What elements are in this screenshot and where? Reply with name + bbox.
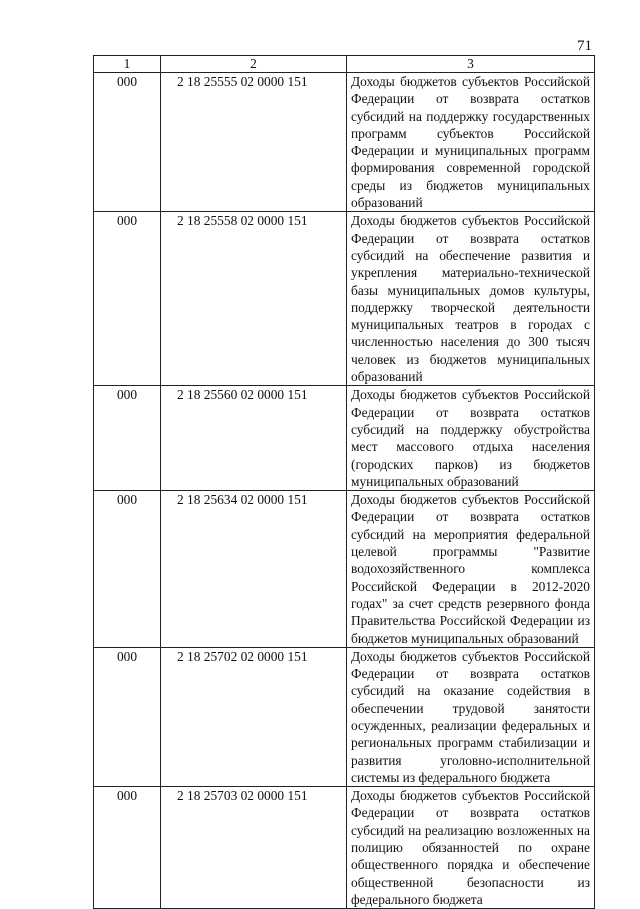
revenue-description-cell <box>347 787 595 909</box>
budget-classification-code-cell: 2 18 25555 02 0000 151 <box>161 73 347 212</box>
admin-code-cell: 000 <box>94 647 161 786</box>
description-line: на поддержку обустройства мест массового <box>351 421 590 455</box>
description-line: трудовой занятости осужденных, <box>351 700 590 733</box>
description-line: Федерации от возврата остатков субсидий <box>351 666 590 699</box>
budget-codes-table <box>93 55 595 909</box>
description-line: Федерации от возврата остатков субсидий <box>351 91 590 124</box>
description-line: на поддержку государственных программ <box>351 108 590 141</box>
table-row <box>94 647 595 786</box>
description-line: комплекса Российской Федерации в <box>351 561 590 594</box>
description-line: Доходы бюджетов субъектов Российской <box>351 492 590 508</box>
table-row <box>94 386 595 491</box>
description-line: Доходы бюджетов субъектов Российской <box>351 788 590 804</box>
budget-classification-code-cell: 2 18 25634 02 0000 151 <box>161 491 347 648</box>
revenue-description-cell <box>347 491 595 648</box>
description-line: на реализацию возложенных на полицию <box>351 822 590 856</box>
budget-classification-code-cell: 2 18 25560 02 0000 151 <box>161 386 347 491</box>
description-line: 300 тысяч человек из бюджетов <box>351 334 590 367</box>
admin-code-cell: 000 <box>94 212 161 386</box>
description-line: Доходы бюджетов субъектов Российской <box>351 648 590 664</box>
table-row <box>94 491 595 648</box>
description-line: Федерации от возврата остатков субсидий <box>351 230 590 263</box>
description-line: субъектов Российской Федерации и <box>351 125 590 159</box>
description-line: 2012-2020 годах" за счет средств <box>351 578 590 611</box>
description-line: на мероприятия федеральной целевой <box>351 526 590 560</box>
admin-code-cell: 000 <box>94 386 161 491</box>
description-line: муниципальных образований <box>411 630 579 646</box>
table-body <box>94 56 595 909</box>
description-line: Федерации от возврата остатков субсидий <box>351 509 590 542</box>
description-line: Доходы бюджетов субъектов Российской <box>351 213 590 229</box>
description-line: муниципальных образований <box>351 351 590 385</box>
budget-classification-code-cell: 2 18 25558 02 0000 151 <box>161 212 347 386</box>
description-line: бюджетов муниципальных образований <box>351 177 590 211</box>
admin-code-cell: 000 <box>94 73 161 212</box>
revenue-description-cell <box>347 73 595 212</box>
table-row <box>94 73 595 212</box>
revenue-description-cell <box>347 386 595 491</box>
description-line: на оказание содействия в обеспечении <box>351 683 590 716</box>
description-line: Доходы бюджетов субъектов Российской <box>351 74 590 89</box>
description-line: Федерации от возврата остатков субсидий <box>351 805 590 838</box>
description-line: поддержку творческой деятельности <box>351 299 590 315</box>
table-row <box>94 212 595 386</box>
description-line: обязанностей по охране общественного <box>351 840 590 873</box>
description-line: программ стабилизации и развития <box>351 735 590 768</box>
description-line: федерального бюджета <box>418 769 551 785</box>
column-header-2: 2 <box>161 56 347 73</box>
table-row <box>94 787 595 909</box>
column-header-1: 1 <box>94 56 161 73</box>
description-line: муниципальных театров в городах с <box>351 317 590 333</box>
description-line: порядка и обеспечение общественной <box>351 857 590 890</box>
budget-classification-code-cell: 2 18 25702 02 0000 151 <box>161 647 347 786</box>
description-line: современной городской среды из <box>351 160 590 193</box>
budget-classification-code-cell: 2 18 25703 02 0000 151 <box>161 787 347 909</box>
description-line: муниципальных программ формирования <box>351 143 590 176</box>
description-line: Российской Федерации из бюджетов <box>351 613 590 646</box>
description-line: резервного фонда Правительства <box>351 595 590 629</box>
table-header-row <box>94 56 595 73</box>
revenue-description-cell <box>347 212 595 386</box>
description-line: материально-технической базы <box>351 265 590 298</box>
column-header-3: 3 <box>347 56 595 73</box>
description-line: уголовно-исполнительной системы из <box>351 752 590 785</box>
description-line: на обеспечение развития и укрепления <box>351 247 590 281</box>
description-line: реализации федеральных и региональных <box>351 717 590 751</box>
admin-code-cell: 000 <box>94 491 161 648</box>
description-line: бюджетов муниципальных образований <box>351 456 590 489</box>
description-line: численностью населения до <box>351 334 521 350</box>
description-line: безопасности из федерального бюджета <box>351 874 590 907</box>
revenue-description-cell <box>347 647 595 786</box>
description-line: отдыха населения (городских парков) из <box>351 439 590 472</box>
description-line: Федерации от возврата остатков субсидий <box>351 404 590 437</box>
description-line: Доходы бюджетов субъектов Российской <box>351 387 590 403</box>
description-line: программы "Развитие водохозяйственного <box>351 544 590 577</box>
page-number: 71 <box>577 38 592 54</box>
admin-code-cell: 000 <box>94 787 161 909</box>
description-line: муниципальных домов культуры, <box>387 282 590 298</box>
